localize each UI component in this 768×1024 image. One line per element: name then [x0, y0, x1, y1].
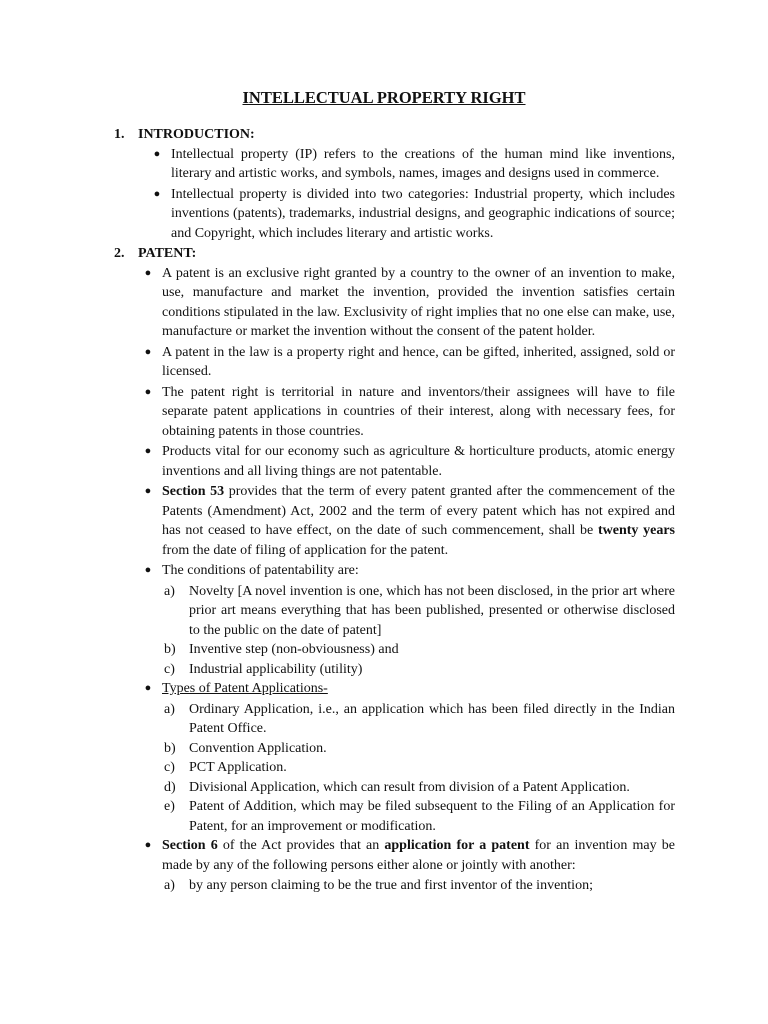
section-heading-patent [114, 244, 675, 264]
term-emphasis: twenty years [597, 523, 676, 538]
bullet-icon: ● [144, 485, 152, 497]
bullet-icon: ● [144, 682, 152, 694]
bullet-icon: ● [144, 564, 152, 576]
sub-list-item: b) Convention Application. [164, 740, 327, 756]
list-item [114, 185, 675, 244]
list-item [114, 442, 675, 481]
bullet-text: Section 6 of the Act provides that an application for a patent for an invention may be made by any of the following persons either alone or jointly with another: [162, 838, 675, 873]
list-item [114, 383, 675, 442]
sub-list-item: c) Industrial applicability (utility) [164, 661, 363, 677]
list-item [114, 145, 675, 184]
sub-list-item: c) PCT Application. [164, 760, 287, 775]
sub-list-item: a) Novelty [A novel invention is one, which has not been disclosed, in the prior art where prior art means everything that has been published, presented or otherwise disclosed to the public on the date of patent] [164, 583, 675, 638]
bullet-icon: ● [144, 345, 152, 358]
bullet-text: Section 53 provides that the term of every patent granted after the commencement of the Patents (Amendment) Act, 2002 and the term of every patent which has not expired and has not ceased to have effect, on the date of such commencement, shall be twenty years from the date of filing of application for the patent. [162, 484, 676, 558]
bullet-text: Products vital for our economy such as agriculture & horticulture products, atomic energy inventions and all living things are not patentable. [162, 444, 675, 479]
bullet-text: Intellectual property (IP) refers to the creations of the human mind like inventions, literary and artistic works, and symbols, names, images and designs used in commerce. [171, 146, 675, 181]
bullet-text: The patent right is territorial in nature and inventors/their assignees will have to file separate patent applications in countries of their interest, along with necessary fees, for obtaining patents in those countries. [162, 384, 675, 439]
bullet-icon: ● [144, 266, 152, 279]
list-item-section-53 [114, 482, 675, 560]
sub-list-item: a) Ordinary Application, i.e., an application which has been filed directly in the Indian Patent Office. [164, 701, 675, 736]
bullet-text: Types of Patent Applications- [162, 681, 328, 696]
bullet-icon: ● [144, 445, 152, 457]
list-item [114, 264, 675, 342]
section-title: INTRODUCTION: [138, 127, 255, 142]
bullet-text: A patent is an exclusive right granted by a country to the owner of an invention to make, use, manufacture and market the invention, provided the invention satisfies certain conditions stipulated in the law. Exclusivity of right implies that no one else can make, use, manufacture or market the invention without the consent of the patent holder. [162, 265, 675, 339]
bullet-text: Intellectual property is divided into two categories: Industrial property, which includes inventions (patents), trademarks, industrial designs, and geographic indications of source; and Copyright, which includes literary and artistic works. [171, 186, 675, 241]
bullet-icon: ● [144, 385, 152, 398]
list-item-conditions [114, 561, 675, 581]
bullet-icon: ● [144, 839, 152, 851]
list-item-types [114, 679, 675, 699]
bullet-text: A patent in the law is a property right and hence, can be gifted, inherited, assigned, sold or licensed. [162, 344, 675, 379]
section-ref: Section 6 [162, 838, 218, 853]
section-number: 1. [114, 127, 125, 142]
section-ref: Section 53 [162, 484, 225, 499]
section-title: PATENT: [138, 246, 197, 261]
bullet-icon: ● [153, 187, 161, 200]
sub-list-item: d) Divisional Application, which can result from division of a Patent Application. [164, 779, 630, 795]
sub-list-item: a) by any person claiming to be the true and first inventor of the invention; [164, 878, 593, 893]
list-item [114, 343, 675, 382]
document-title: INTELLECTUAL PROPERTY RIGHT [242, 88, 526, 107]
section-number: 2. [114, 246, 125, 261]
list-item-section-6 [114, 836, 675, 875]
section-heading-introduction [114, 125, 675, 145]
bullet-text: The conditions of patentability are: [162, 563, 359, 578]
sub-list-item: b) Inventive step (non-obviousness) and [164, 642, 399, 657]
document-body [114, 125, 675, 896]
term-emphasis: application for a patent [384, 838, 530, 853]
bullet-icon: ● [153, 147, 161, 160]
sub-list-item: e) Patent of Addition, which may be filed subsequent to the Filing of an Application for Patent, for an improvement or modification. [164, 799, 675, 834]
